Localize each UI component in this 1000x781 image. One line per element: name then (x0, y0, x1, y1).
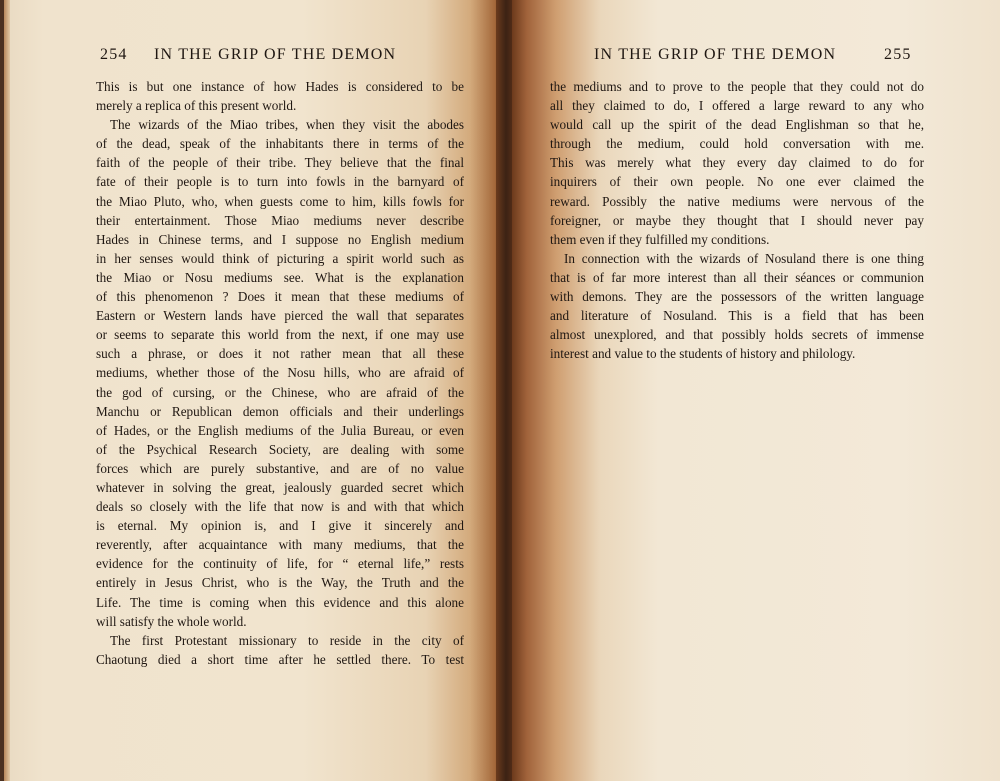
text-line: such a phrase, or does it not rather mean that all these (96, 346, 464, 362)
text-line: with demons. They are the possessors of the written language (550, 289, 924, 305)
text-line: the Miao or Nosu mediums see. What is the explanation (96, 269, 464, 285)
right-running-title: IN THE GRIP OF THE DEMON (594, 46, 837, 63)
text-line: of Hades, or the English mediums of the Julia Bureau, or even (96, 422, 464, 438)
text-line: This is but one instance of how Hades is considered to be (96, 79, 464, 94)
text-line: all they claimed to do, I offered a large reward to any who (550, 98, 924, 114)
text-line: inquirers of their own people. No one ever claimed the (550, 174, 924, 190)
left-page (4, 0, 500, 781)
text-line: deals so closely with the life that now is and with that which (96, 499, 464, 515)
page-edge (4, 0, 10, 781)
text-line: The first Protestant missionary to reside in the city of (110, 632, 464, 648)
text-line: whatever in solving the great, jealously guarded secret which (96, 479, 464, 495)
text-line: In connection with the wizards of Nosuland there is one thing (564, 250, 924, 266)
text-line: that is of far more interest than all their séances or communion (550, 269, 924, 285)
text-line: This was merely what they every day claimed to do for (550, 155, 924, 171)
left-page-body (96, 77, 464, 669)
text-line: of this phenomenon ? Does it mean that these mediums of (96, 289, 464, 305)
text-line: the god of cursing, or the Chinese, who are afraid of the (96, 384, 464, 400)
left-running-head (100, 46, 396, 68)
text-line: faith of the people of their tribe. They believe that the final (96, 155, 464, 171)
right-running-head (594, 46, 912, 68)
text-line: reverently, after acquaintance with many mediums, that the (96, 537, 464, 553)
text-line: interest and value to the students of history and philology. (550, 346, 856, 362)
right-page-number: 255 (884, 46, 912, 63)
text-line: Hades in Chinese terms, and I suppose no English medium (96, 231, 464, 247)
text-line: fate of their people is to turn into fowls in the barnyard of (96, 174, 464, 190)
text-line: mediums, whether those of the Nosu hills, who are afraid of (96, 365, 464, 381)
text-line: them even if they fulfilled my conditions. (550, 231, 770, 247)
left-page-number: 254 (100, 46, 128, 63)
text-line: Life. The time is coming when this evidence and this alone (96, 594, 464, 610)
text-line: would call up the spirit of the dead Englishman so that he, (550, 117, 924, 133)
text-line: the mediums and to prove to the people that they could not do (550, 79, 924, 94)
text-line: Manchu or Republican demon officials and their underlings (96, 403, 464, 419)
text-line: and literature of Nosuland. This is a field that has been (550, 308, 924, 324)
text-line: entirely in Jesus Christ, who is the Way, the Truth and the (96, 575, 464, 591)
text-line: will satisfy the whole world. (96, 613, 247, 629)
text-line: their entertainment. Those Miao mediums never describe (96, 212, 464, 228)
text-line: almost unexplored, and that possibly holds secrets of immense (550, 327, 924, 343)
text-line: foreigner, or maybe they thought that I should never pay (550, 212, 924, 228)
text-line: is eternal. My opinion is, and I give it sincerely and (96, 518, 464, 534)
text-line: of the dead, speak of the inhabitants there in terms of the (96, 136, 464, 152)
left-running-title: IN THE GRIP OF THE DEMON (154, 46, 397, 63)
text-line: The wizards of the Miao tribes, when they visit the abodes (110, 117, 464, 133)
right-page-body (550, 77, 924, 363)
text-line: Chaotung died a short time after he settled there. To test (96, 651, 464, 667)
text-line: Eastern or Western lands have pierced the wall that separates (96, 308, 464, 324)
text-line: the Miao Pluto, who, when guests come to him, kills fowls for (96, 193, 464, 209)
text-line: through the medium, could hold conversation with me. (550, 136, 924, 152)
right-page (512, 0, 1000, 781)
text-line: merely a replica of this present world. (96, 98, 297, 114)
text-line: or seems to separate this world from the next, if one may use (96, 327, 464, 343)
text-line: forces which are purely substantive, and are of no value (96, 460, 464, 476)
text-line: in her senses would think of picturing a spirit world such as (96, 250, 464, 266)
text-line: reward. Possibly the native mediums were nervous of the (550, 193, 924, 209)
text-line: of the Psychical Research Society, are dealing with some (96, 441, 464, 457)
text-line: evidence for the continuity of life, for “ eternal life,” rests (96, 556, 464, 572)
